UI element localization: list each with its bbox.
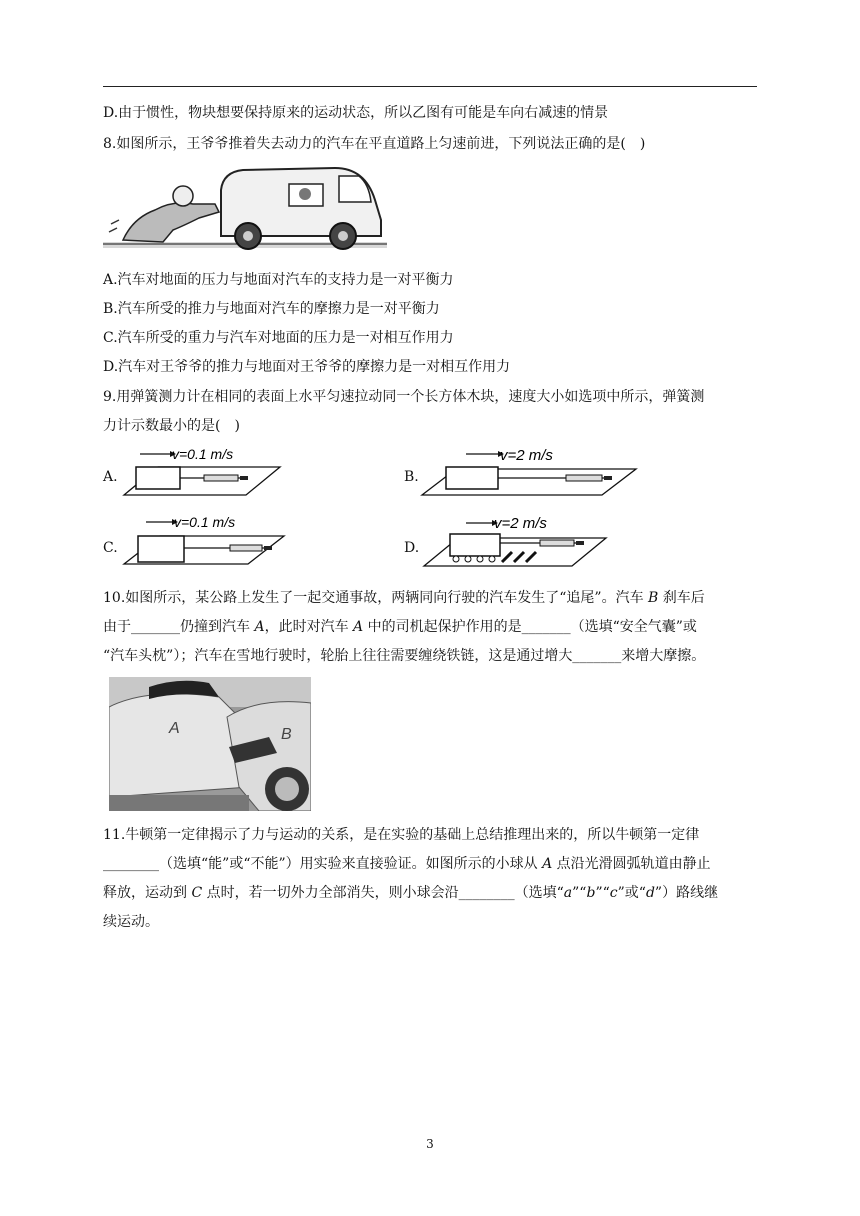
q7-option-d: D.由于惯性，物块想要保持原来的运动状态，所以乙图有可能是车向右减速的情景 — [103, 105, 609, 121]
q9-stem-line2: 力计示数最小的是( ) — [103, 418, 240, 434]
q10-photo-label-a: A — [169, 720, 180, 737]
q11-line2: ________（选填“能”或“不能”）用实验来直接验证。如图所示的小球从 A 点沿光滑圆弧轨道由静止 — [103, 856, 711, 872]
q9-option-a-speed: v=0.1 m/s — [172, 446, 234, 462]
q9-option-b-figure — [418, 445, 638, 501]
q9-option-d-speed: v=2 m/s — [494, 515, 547, 532]
header-rule — [103, 86, 757, 87]
q8-option-c: C.汽车所受的重力与汽车对地面的压力是一对相互作用力 — [103, 330, 454, 346]
q9-option-c-figure — [120, 510, 286, 570]
q11-line3: 释放，运动到 C 点时，若一切外力全部消失，则小球会沿________（选填“a”“b”“c”或“d”）路线继 — [103, 885, 719, 901]
q10-line2: 由于_______仍撞到汽车 A，此时对汽车 A 中的司机起保护作用的是_______（选填“安全气囊”或 — [103, 619, 697, 635]
q9-option-b-speed: v=2 m/s — [500, 447, 553, 464]
q10-crash-photo — [109, 677, 311, 811]
q11-line4: 续运动。 — [103, 914, 159, 930]
q8-option-b: B.汽车所受的推力与地面对汽车的摩擦力是一对平衡力 — [103, 301, 440, 317]
q9-option-b-label: B. — [404, 469, 419, 485]
q9-option-a-label: A. — [103, 469, 118, 485]
q8-van-figure — [103, 160, 387, 258]
q8-option-d: D.汽车对王爷爷的推力与地面对王爷爷的摩擦力是一对相互作用力 — [103, 359, 511, 375]
q10-line1: 10.如图所示，某公路上发生了一起交通事故，两辆同向行驶的汽车发生了“追尾”。汽车 B 刹车后 — [103, 590, 705, 606]
q9-option-d-figure — [420, 510, 608, 572]
q9-option-c-speed: v=0.1 m/s — [174, 514, 236, 530]
q9-stem-line1: 9.用弹簧测力计在相同的表面上水平匀速拉动同一个长方体木块，速度大小如选项中所示，弹簧测 — [103, 389, 705, 405]
q11-line1: 11.牛顿第一定律揭示了力与运动的关系，是在实验的基础上总结推理出来的，所以牛顿第一定律 — [103, 827, 700, 843]
q8-option-a: A.汽车对地面的压力与地面对汽车的支持力是一对平衡力 — [103, 272, 454, 288]
q9-option-d-label: D. — [404, 540, 420, 556]
q9-option-a-figure — [120, 445, 282, 501]
q10-photo-label-b: B — [281, 726, 292, 743]
q8-stem: 8.如图所示，王爷爷推着失去动力的汽车在平直道路上匀速前进，下列说法正确的是( ) — [103, 136, 646, 152]
q9-option-c-label: C. — [103, 540, 118, 556]
page-number: 3 — [426, 1137, 434, 1151]
q10-line3: “汽车头枕”）；汽车在雪地行驶时，轮胎上往往需要缠绕铁链，这是通过增大_______来增大摩擦。 — [103, 648, 706, 664]
